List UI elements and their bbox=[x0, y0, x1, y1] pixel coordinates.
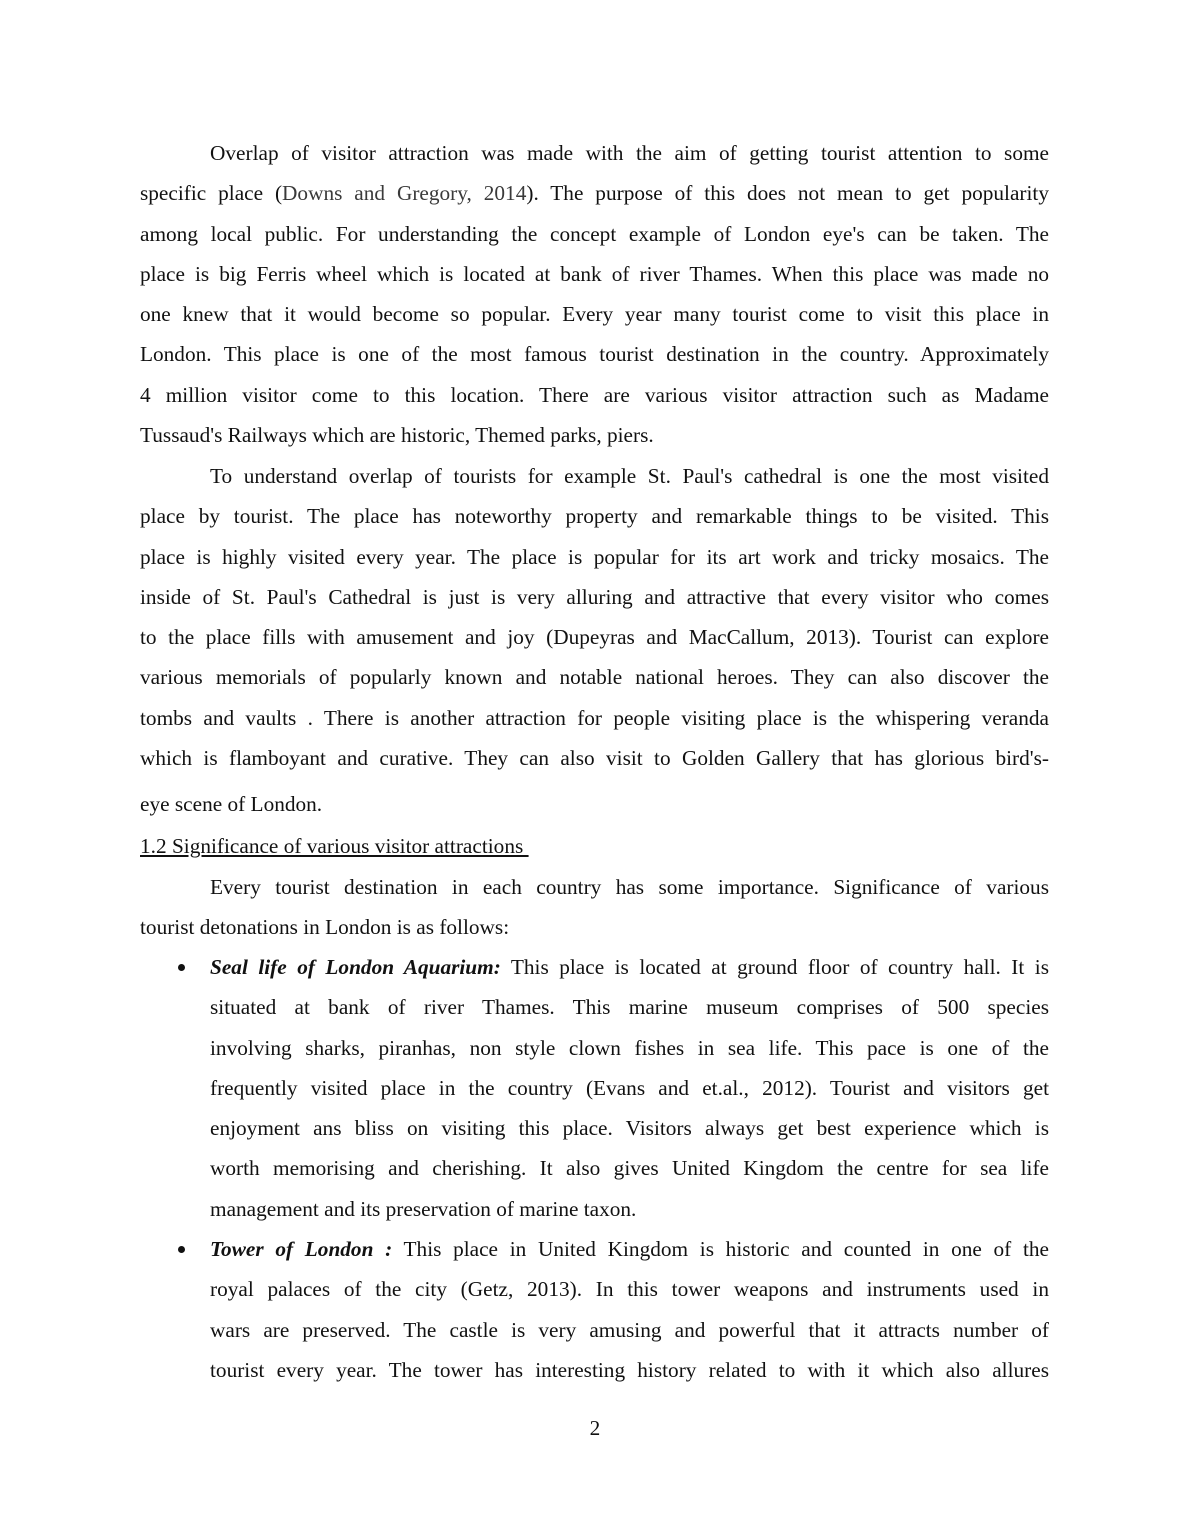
bullet-item-sea-life-aquarium bbox=[140, 947, 1049, 1229]
text-line: tombs and vaults . There is another attraction for people visiting place is the whispering veranda bbox=[140, 705, 1049, 730]
text-line: among local public. For understanding the concept example of London eye's can be taken. The bbox=[140, 221, 1049, 246]
text-line: various memorials of popularly known and notable national heroes. They can also discover the bbox=[140, 665, 1049, 690]
text-line: Every tourist destination in each country has some importance. Significance of various bbox=[210, 875, 1049, 899]
text-line: To understand overlap of tourists for example St. Paul's cathedral is one the most visited bbox=[210, 464, 1049, 488]
text-line: enjoyment ans bliss on visiting this place. Visitors always get best experience which is bbox=[210, 1116, 1049, 1141]
text-segment: This place is located at ground floor of country hall. It is bbox=[500, 955, 1049, 979]
text-line: 4 million visitor come to this location. There are various visitor attraction such as Madame bbox=[140, 382, 1049, 407]
text-line: Overlap of visitor attraction was made with the aim of getting tourist attention to some bbox=[210, 141, 1049, 165]
page-number: 2 bbox=[589, 1416, 601, 1440]
text-line: place is highly visited every year. The place is popular for its art work and tricky mosaics. The bbox=[140, 544, 1049, 569]
bullet-icon bbox=[178, 1246, 185, 1253]
text-line: royal palaces of the city (Getz, 2013). In this tower weapons and instruments used in bbox=[210, 1277, 1049, 1302]
bullet-term: Tower of London : bbox=[210, 1237, 393, 1261]
text-line: involving sharks, piranhas, non style clown fishes in sea life. This pace is one of the bbox=[210, 1035, 1049, 1060]
text-line bbox=[140, 173, 1049, 213]
paragraph-london-eye bbox=[140, 133, 1049, 455]
bullet-item-tower-of-london bbox=[140, 1229, 1049, 1390]
text-segment: This place in United Kingdom is historic and counted in one of the bbox=[392, 1237, 1049, 1261]
text-line: London. This place is one of the most famous tourist destination in the country. Approximately bbox=[140, 342, 1049, 367]
text-line: which is flamboyant and curative. They can also visit to Golden Gallery that has glorious bird's- bbox=[140, 746, 1049, 771]
text-line bbox=[140, 1229, 1049, 1269]
text-line: place is big Ferris wheel which is located at bank of river Thames. When this place was made no bbox=[140, 261, 1049, 286]
text-line: Tussaud's Railways which are historic, Themed parks, piers. bbox=[140, 423, 654, 448]
citation: Downs and Gregory, 2014 bbox=[282, 181, 527, 206]
paragraph-significance-intro bbox=[140, 867, 1049, 948]
text-line: tourist detonations in London is as follows: bbox=[140, 915, 510, 940]
section-heading: 1.2 Significance of various visitor attractions bbox=[140, 834, 529, 858]
text-segment: specific place ( bbox=[140, 181, 283, 206]
text-line: frequently visited place in the country (Evans and et.al., 2012). Tourist and visitors get bbox=[210, 1075, 1049, 1100]
text-line: to the place fills with amusement and joy (Dupeyras and MacCallum, 2013). Tourist can explore bbox=[140, 625, 1049, 650]
text-segment: ). The purpose of this does not mean to get popularity bbox=[526, 181, 1049, 206]
text-line: worth memorising and cherishing. It also gives United Kingdom the centre for sea life bbox=[210, 1156, 1049, 1181]
text-line: tourist every year. The tower has interesting history related to with it which also allures bbox=[210, 1357, 1049, 1382]
text-line: situated at bank of river Thames. This marine museum comprises of 500 species bbox=[210, 995, 1049, 1020]
text-line: place by tourist. The place has noteworthy property and remarkable things to be visited. This bbox=[140, 504, 1049, 529]
bullet-icon bbox=[178, 964, 185, 971]
text-line: management and its preservation of marine taxon. bbox=[210, 1196, 637, 1221]
text-line bbox=[140, 947, 1049, 987]
text-line: eye scene of London. bbox=[140, 792, 323, 817]
text-line: one knew that it would become so popular. Every year many tourist come to visit this place in bbox=[140, 302, 1049, 327]
text-line: wars are preserved. The castle is very amusing and powerful that it attracts number of bbox=[210, 1317, 1049, 1342]
paragraph-st-pauls bbox=[140, 456, 1049, 825]
bullet-term: Seal life of London Aquarium: bbox=[210, 955, 501, 979]
text-line: inside of St. Paul's Cathedral is just is very alluring and attractive that every visitor who comes bbox=[140, 584, 1049, 609]
